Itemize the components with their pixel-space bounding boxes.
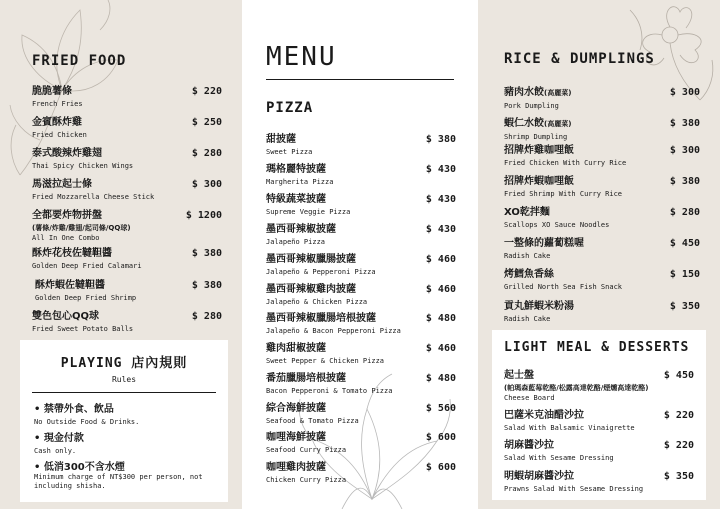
menu-item xyxy=(266,250,456,276)
item-name: 特級蔬菜披薩 xyxy=(266,194,326,205)
item-name: 雙色包心QQ球 xyxy=(32,311,100,322)
item-english: Salad With Balsamic Vinaigrette xyxy=(504,424,635,432)
menu-item xyxy=(504,234,700,260)
item-english: Prawns Salad With Sesame Dressing xyxy=(504,485,644,493)
menu-item xyxy=(32,244,222,270)
item-name: 全都要炸物拼盤 xyxy=(32,210,102,221)
item-price: $ 1200 xyxy=(185,210,222,221)
item-english: Grilled North Sea Fish Snack xyxy=(504,283,623,291)
item-english: Thai Spicy Chicken Wings xyxy=(32,162,134,170)
rule-item xyxy=(34,458,216,473)
item-english: Bacon Pepperoni & Tomato Pizza xyxy=(266,387,393,395)
item-price: $ 480 xyxy=(425,313,456,324)
menu-item xyxy=(504,172,700,198)
item-price: $ 480 xyxy=(425,373,456,384)
item-price: $ 280 xyxy=(669,207,700,218)
bullet: • xyxy=(34,462,41,473)
item-name: 墨西哥辣椒臘腸培根披薩 xyxy=(266,313,376,324)
item-english: Jalapeño & Bacon Pepperoni Pizza xyxy=(266,327,401,335)
item-name: 貢丸鮮蝦米粉湯 xyxy=(504,301,574,312)
item-name: 脆脆薯條 xyxy=(32,86,72,97)
menu-item xyxy=(266,130,456,156)
item-english: Jalapeño & Pepperoni Pizza xyxy=(266,268,376,276)
item-note: (帕瑪森藍莓乾酪/松露高達乾酪/煙燻高達乾酪) xyxy=(504,384,649,392)
item-english: All In One Combo xyxy=(32,234,100,242)
fried-food-title: FRIED FOOD xyxy=(32,53,127,69)
item-name: 酥炸蝦佐韃靼醬 xyxy=(35,280,105,291)
pizza-title: PIZZA xyxy=(266,100,314,116)
menu-item xyxy=(266,399,456,425)
item-english: Salad With Sesame Dressing xyxy=(504,454,614,462)
menu-item xyxy=(32,307,222,333)
item-price: $ 150 xyxy=(669,269,700,280)
rule-english: Minimum charge of NT$300 per person, not including shisha. xyxy=(34,473,203,490)
menu-title-underline xyxy=(266,79,454,80)
item-price: $ 380 xyxy=(191,280,222,291)
item-price: $ 220 xyxy=(191,86,222,97)
item-price: $ 430 xyxy=(425,224,456,235)
item-english: Sweet Pepper & Chicken Pizza xyxy=(266,357,385,365)
rules-title: PLAYING 店內規則 xyxy=(60,356,188,371)
item-name: 胡麻醬沙拉 xyxy=(504,440,554,451)
item-name: 番茄臘腸培根披薩 xyxy=(266,373,346,384)
menu-item xyxy=(504,297,700,323)
item-price: $ 430 xyxy=(425,164,456,175)
item-english: Pork Dumpling xyxy=(504,102,559,110)
rule-english: Cash only. xyxy=(34,447,77,455)
item-english: Jalapeño & Chicken Pizza xyxy=(266,298,368,306)
item-price: $ 380 xyxy=(191,248,222,259)
item-english: Shrimp Dumpling xyxy=(504,133,568,141)
menu-item xyxy=(266,369,456,395)
item-english: Cheese Board xyxy=(504,394,555,402)
bullet: • xyxy=(34,433,41,444)
rules-subtitle: Rules xyxy=(111,375,137,384)
item-english: Jalapeño Pizza xyxy=(266,238,326,246)
item-price: $ 430 xyxy=(425,194,456,205)
item-price: $ 220 xyxy=(663,410,694,421)
item-name: XO乾拌麵 xyxy=(504,207,550,218)
item-tag: (高麗菜) xyxy=(544,89,572,97)
item-tag: (高麗菜) xyxy=(544,120,572,128)
rule-english: No Outside Food & Drinks. xyxy=(34,418,140,426)
item-english: Fried Sweet Potato Balls xyxy=(32,325,134,333)
item-note: (薯條/炸雞/雞翅/起司條/QQ球) xyxy=(32,224,131,232)
item-price: $ 350 xyxy=(669,301,700,312)
item-price: $ 300 xyxy=(669,145,700,156)
item-name: 咖哩海鮮披薩 xyxy=(266,432,326,443)
menu-item xyxy=(504,141,700,167)
item-english: Golden Deep Fried Shrimp xyxy=(35,294,137,302)
item-name: 墨西哥辣椒雞肉披薩 xyxy=(266,284,356,295)
bullet: • xyxy=(34,404,41,415)
right-panel xyxy=(478,0,720,509)
rule-text: 禁帶外食、飲品 xyxy=(43,404,114,415)
menu-item xyxy=(32,82,222,108)
item-english: Seafood Curry Pizza xyxy=(266,446,347,454)
item-english: Fried Shrimp With Curry Rice xyxy=(504,190,623,198)
item-price: $ 380 xyxy=(669,176,700,187)
item-name: 雞肉甜椒披薩 xyxy=(266,343,326,354)
rice-dumplings-title: RICE & DUMPLINGS xyxy=(504,51,655,67)
item-name: 一整條的蘿蔔糕喔 xyxy=(504,238,584,249)
menu-item xyxy=(504,80,700,110)
item-price: $ 380 xyxy=(669,118,700,129)
item-price: $ 600 xyxy=(425,462,456,473)
item-english: Sweet Pizza xyxy=(266,148,313,156)
item-name: 瑪格麗特披薩 xyxy=(266,164,326,175)
item-name: 馬滋拉起士條 xyxy=(32,179,92,190)
menu-item xyxy=(504,203,700,229)
item-name: 招牌炸蝦咖哩飯 xyxy=(504,176,574,187)
light-meal-title: LIGHT MEAL & DESSERTS xyxy=(504,340,690,355)
item-english: Scallops XO Sauce Noodles xyxy=(504,221,610,229)
item-name: 甜披薩 xyxy=(266,134,296,145)
menu-item xyxy=(266,220,456,246)
menu-item xyxy=(266,458,456,484)
item-english: French Fries xyxy=(32,100,83,108)
item-price: $ 280 xyxy=(191,311,222,322)
menu-item xyxy=(504,265,700,291)
item-name: 招牌炸雞咖哩飯 xyxy=(504,145,574,156)
item-name: 墨西哥辣椒披薩 xyxy=(266,224,336,235)
item-english: Supreme Veggie Pizza xyxy=(266,208,351,216)
menu-item xyxy=(504,467,694,493)
menu-item xyxy=(266,190,456,216)
item-name: 烤鱈魚香絲 xyxy=(504,269,554,280)
menu-item xyxy=(266,160,456,186)
item-price: $ 280 xyxy=(191,148,222,159)
menu-item xyxy=(504,366,694,402)
item-name: 墨西哥辣椒臘腸披薩 xyxy=(266,254,356,265)
item-price: $ 460 xyxy=(425,284,456,295)
item-name: 蝦仁水餃 xyxy=(504,118,544,129)
item-english: Chicken Curry Pizza xyxy=(266,476,347,484)
item-name: 起士盤 xyxy=(504,370,534,381)
item-english: Fried Chicken With Curry Rice xyxy=(504,159,627,167)
item-name: 酥炸花枝佐韃靼醬 xyxy=(32,248,112,259)
item-price: $ 250 xyxy=(191,117,222,128)
menu-item xyxy=(32,206,222,242)
menu-item xyxy=(504,406,694,432)
menu-item xyxy=(266,280,456,306)
rule-item xyxy=(34,429,216,455)
item-price: $ 460 xyxy=(425,343,456,354)
item-price: $ 300 xyxy=(191,179,222,190)
item-price: $ 600 xyxy=(425,432,456,443)
menu-item xyxy=(35,276,222,302)
item-price: $ 560 xyxy=(425,403,456,414)
menu-item xyxy=(266,309,456,335)
item-price: $ 450 xyxy=(669,238,700,249)
item-name: 咖哩雞肉披薩 xyxy=(266,462,326,473)
item-name: 金賓酥炸雞 xyxy=(32,117,82,128)
item-name: 明蝦胡麻醬沙拉 xyxy=(504,471,574,482)
item-english: Seafood & Tomato Pizza xyxy=(266,417,359,425)
item-price: $ 350 xyxy=(663,471,694,482)
item-english: Fried Mozzarella Cheese Stick xyxy=(32,193,155,201)
rules-divider xyxy=(32,392,216,393)
left-panel xyxy=(0,0,242,509)
menu-item xyxy=(32,144,222,170)
item-name: 綜合海鮮披薩 xyxy=(266,403,326,414)
middle-panel xyxy=(242,0,478,509)
item-price: $ 450 xyxy=(663,370,694,381)
item-english: Radish Cake xyxy=(504,252,551,260)
item-english: Golden Deep Fried Calamari xyxy=(32,262,142,270)
item-price: $ 380 xyxy=(425,134,456,145)
item-price: $ 300 xyxy=(669,87,700,98)
rules-box xyxy=(20,340,228,502)
item-name: 豬肉水餃 xyxy=(504,87,544,98)
item-english: Margherita Pizza xyxy=(266,178,334,186)
menu-title: MENU xyxy=(266,42,337,72)
item-name: 巴薩米克油醋沙拉 xyxy=(504,410,584,421)
menu-item xyxy=(32,113,222,139)
light-meal-box xyxy=(492,330,706,500)
menu-item xyxy=(266,339,456,365)
rule-text: 低消300不含水煙 xyxy=(43,462,125,473)
menu-item xyxy=(266,428,456,454)
menu-item xyxy=(32,175,222,201)
rule-item xyxy=(34,400,216,426)
item-price: $ 460 xyxy=(425,254,456,265)
menu-item xyxy=(504,436,694,462)
rule-text: 現金付款 xyxy=(43,433,84,444)
item-name: 泰式酸辣炸雞翅 xyxy=(32,148,102,159)
menu-item xyxy=(504,111,700,141)
item-english: Radish Cake xyxy=(504,315,551,323)
item-price: $ 220 xyxy=(663,440,694,451)
item-english: Fried Chicken xyxy=(32,131,87,139)
